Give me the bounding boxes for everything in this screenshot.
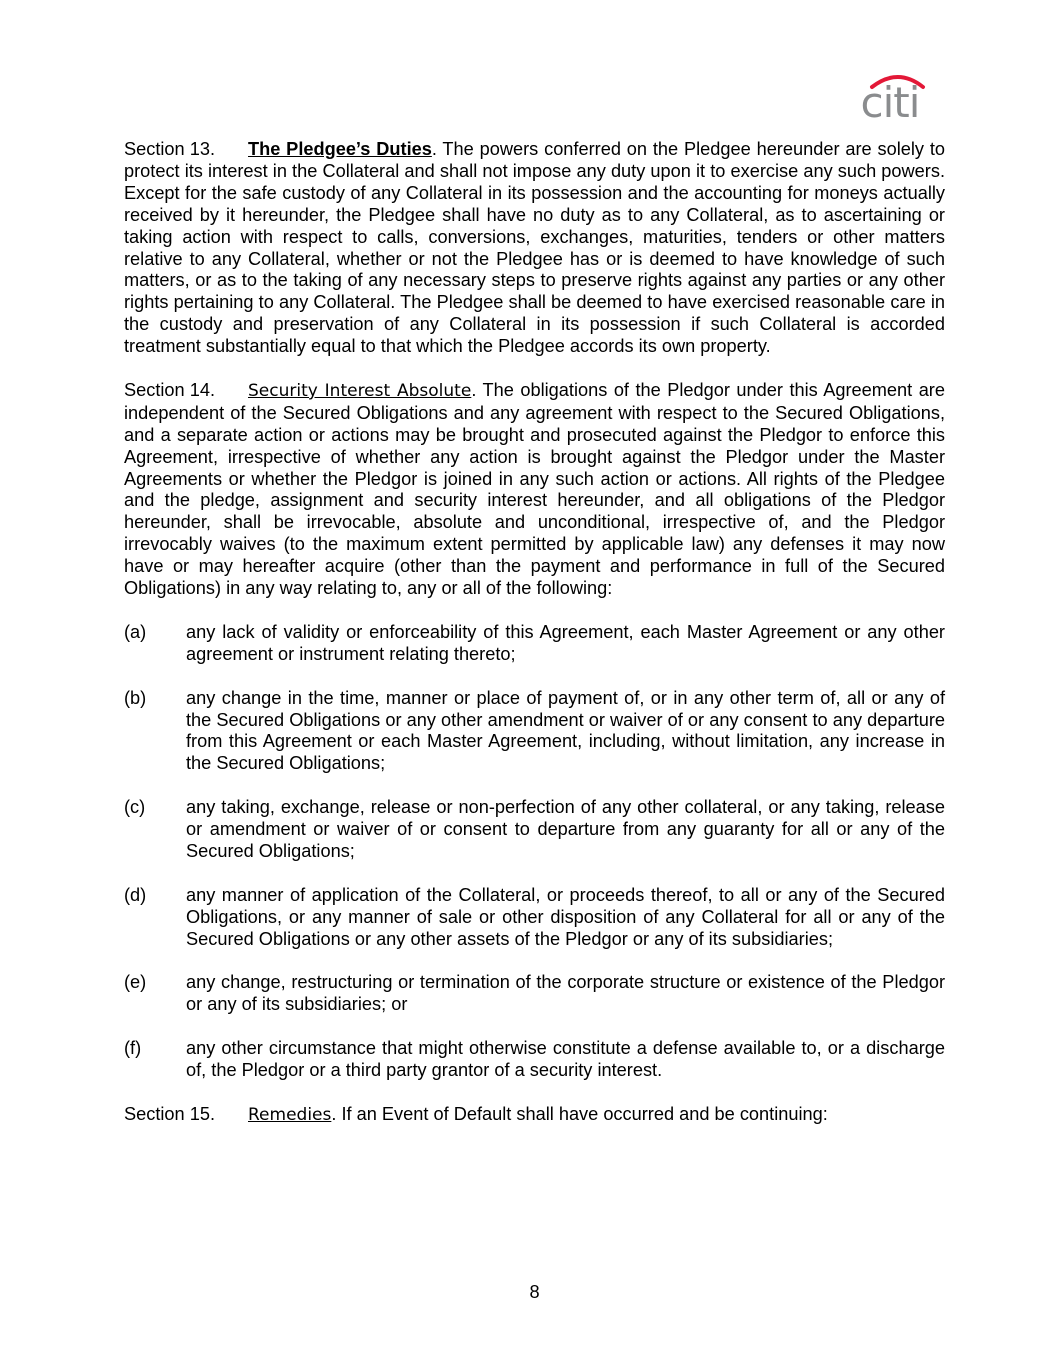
section-15-label: Section 15. [124,1103,215,1124]
list-item-label: (c) [124,797,146,818]
section-14-heading: Security Interest Absolute [248,380,472,401]
document-body [124,139,945,1149]
list-item-label: (a) [124,621,147,642]
section-13-label: Section 13. [124,139,215,159]
section-14-label: Section 14. [124,379,215,400]
list-item-d [124,885,945,951]
list-item-c [124,797,945,863]
citi-logo-text: citi [860,78,920,122]
list-item-b [124,688,945,776]
section-15 [124,1104,945,1127]
list-item-f [124,1038,945,1082]
section-13-body: . The powers conferred on the Pledgee hereunder are solely to protect its interest in the Collateral and shall not impose any duty upon it to exercise any such powers. Except for the safe custody of any Collateral in its possession and the accounting for moneys actually received by it hereunder, the Pledgee shall have no duty as to any Collateral, as to ascertaining or taking action with respect to calls, conversions, exchanges, maturities, tenders or other matters relative to any Collateral, whether or not the Pledgee has or is deemed to have knowledge of such matters, or as to the taking of any necessary steps to preserve rights against any parties or any other rights pertaining to any Collateral. The Pledgee shall be deemed to have exercised reasonable care in the custody and preservation of any Collateral in its possession if such Collateral is accorded treatment substantially equal to that which the Pledgee accords its own property. [124,139,945,357]
list-item-label: (e) [124,972,147,993]
section-15-heading: Remedies [248,1104,332,1125]
list-item-label: (f) [124,1038,142,1059]
list-item-text: any change, restructuring or termination of the corporate structure or existence of the Pledgor or any of its subsidiaries; or [186,972,945,1015]
section-14 [124,380,945,600]
list-item-text: any taking, exchange, release or non-perfection of any other collateral, or any taking, release or amendment or waiver of or consent to departure from any guaranty for all or any of the Secured Obligations; [186,797,945,861]
section-14-body: . The obligations of the Pledgor under this Agreement are independent of the Secured Obligations and any agreement with respect to the Secured Obligations, and a separate action or actions may be brought and prosecuted against the Pledgor to enforce this Agreement, irrespective of whether any action is brought against the Pledgor under the Master Agreements or whether the Pledgor is joined in any such action or actions. All rights of the Pledgee and the pledge, assignment and security interest hereunder, and all obligations of the Pledgor hereunder, shall be irrevocable, absolute and unconditional, irrespective of, and the Pledgor irrevocably waives (to the maximum extent permitted by applicable law) any defenses it may now have or may hereafter acquire (other than the payment and performance in full of the Secured Obligations) in any way relating to, any or all of the following: [124,379,945,599]
section-13 [124,139,945,358]
section-15-body: . If an Event of Default shall have occurred and be continuing: [331,1103,828,1124]
citi-logo [852,70,926,122]
list-item-text: any lack of validity or enforceability of this Agreement, each Master Agreement or any other agreement or instrument relating thereto; [186,621,945,664]
list-item-label: (b) [124,687,147,708]
list-item-a [124,622,945,666]
page-number: 8 [529,1282,540,1302]
list-item-text: any change in the time, manner or place of payment of, or in any other term of, all or any of the Secured Obligations or any other amendment or waiver of or any consent to any departure from this Agreement or each Master Agreement, including, without limitation, any increase in the Secured Obligations; [186,687,945,774]
list-item-text: any manner of application of the Collateral, or proceeds thereof, to all or any of the Secured Obligations, or any manner of sale or other disposition of any Collateral for all or any of the Secured Obligations or any other assets of the Pledgor or any of its subsidiaries; [186,884,945,949]
list-item-text: any other circumstance that might otherwise constitute a defense available to, or a discharge of, the Pledgor or a third party grantor of a security interest. [186,1038,945,1080]
list-item-label: (d) [124,884,147,905]
section-13-heading: The Pledgee’s Duties [248,139,432,159]
list-item-e [124,972,945,1016]
